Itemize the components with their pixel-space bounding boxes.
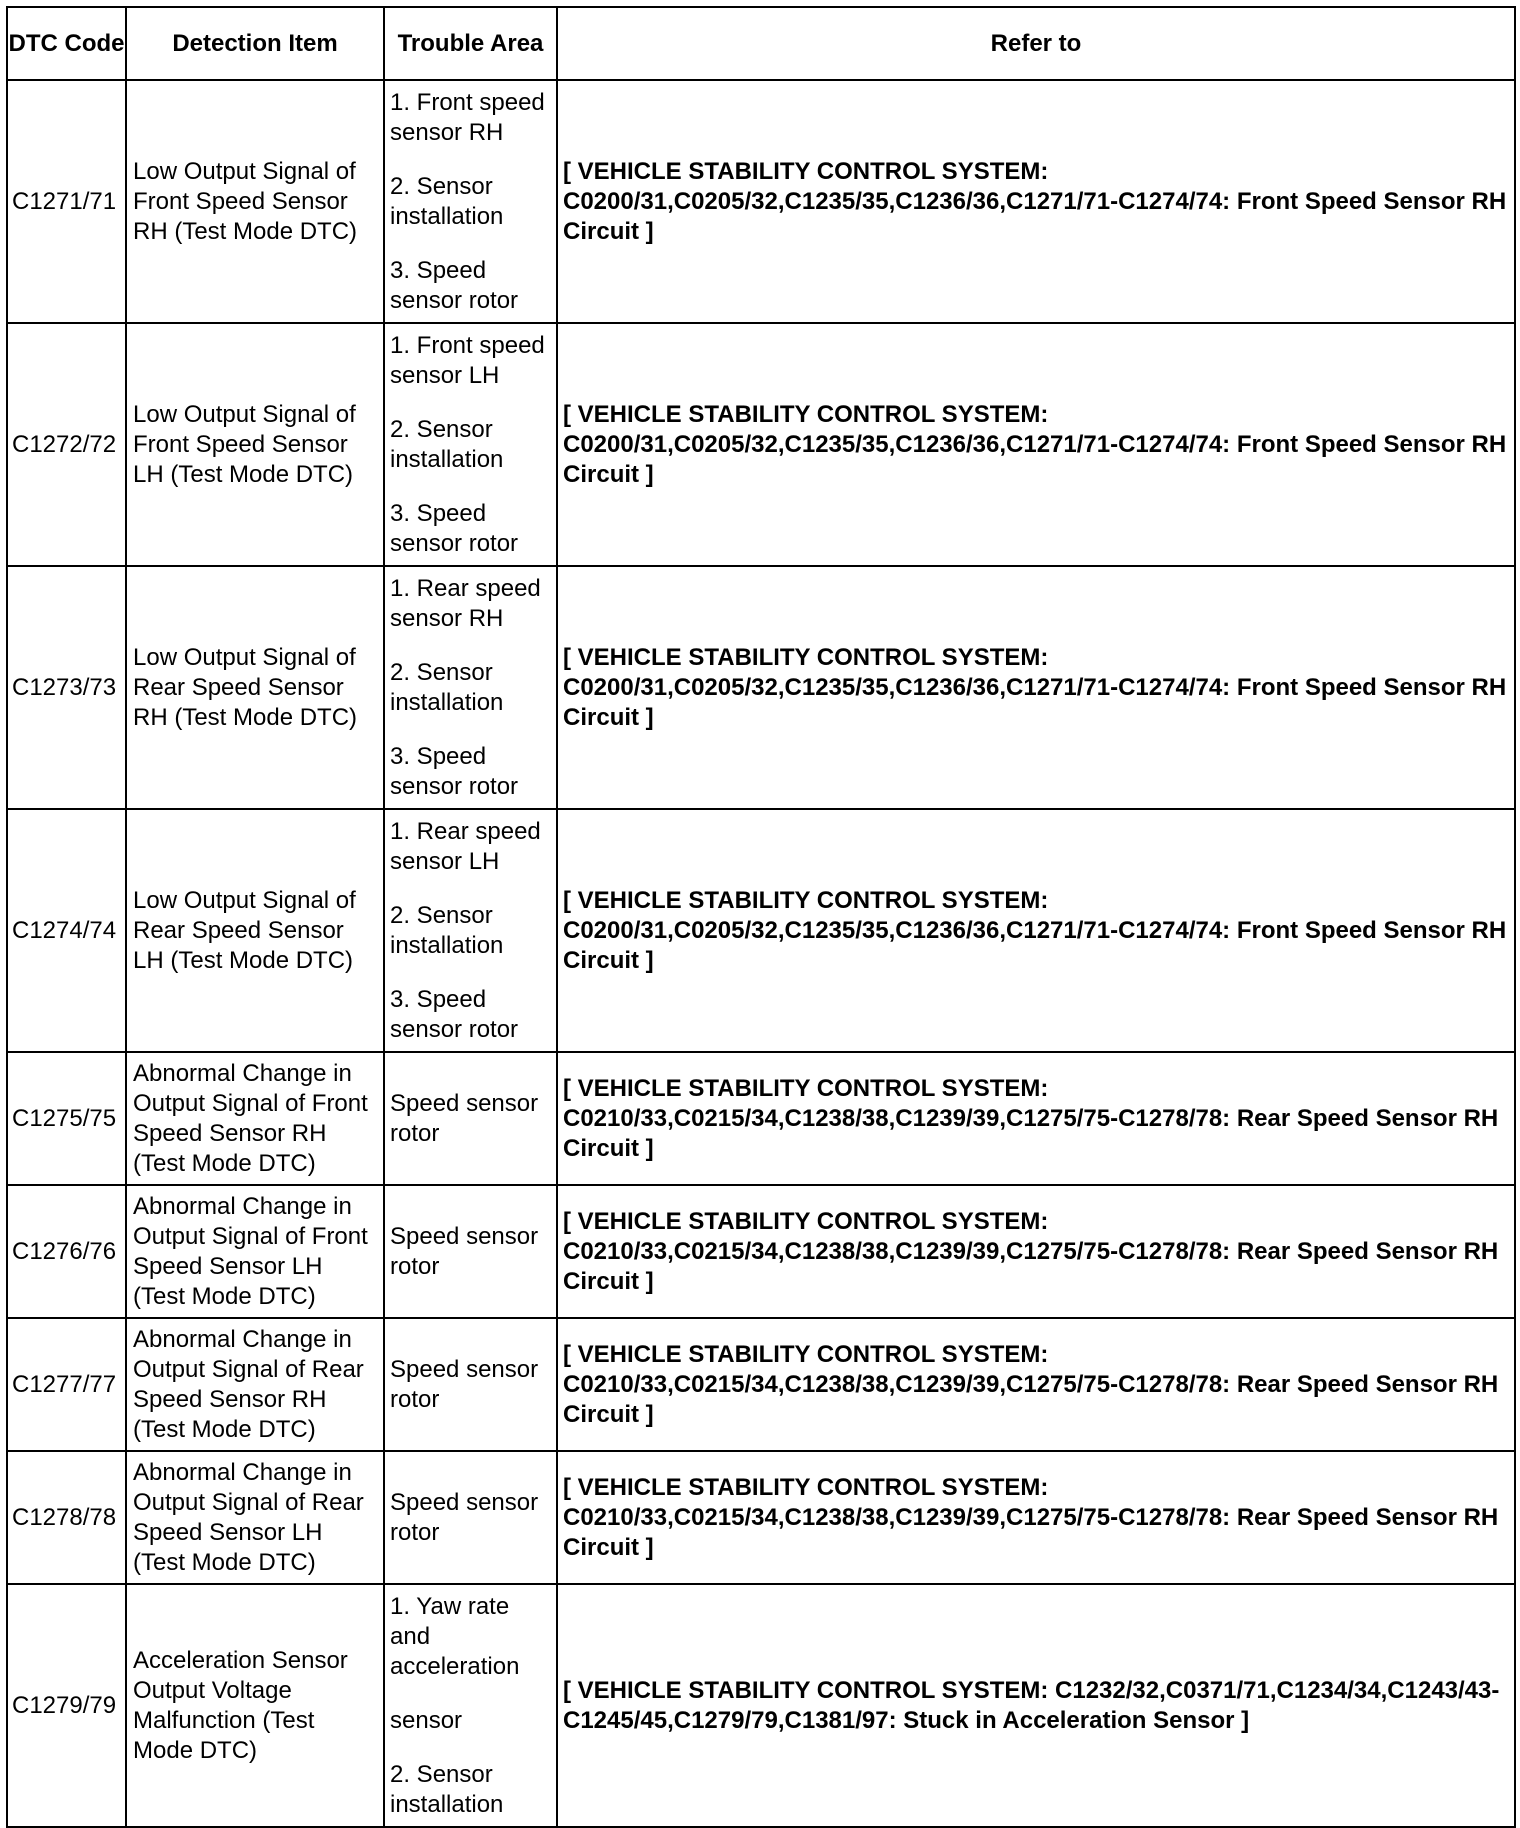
refer-to-link[interactable]: [ VEHICLE STABILITY CONTROL SYSTEM: C0200/31,C0205/32,C1235/35,C1236/36,C1271/71-C1274/74: Front Speed Sensor RH Circuit ] [557, 80, 1515, 323]
trouble-area-item: Speed sensor rotor [390, 1355, 539, 1413]
detection-item-cell: Abnormal Change in Output Signal of Rear Speed Sensor RH (Test Mode DTC) [126, 1318, 384, 1451]
refer-to-link[interactable]: [ VEHICLE STABILITY CONTROL SYSTEM: C0200/31,C0205/32,C1235/35,C1236/36,C1271/71-C1274/74: Front Speed Sensor RH Circuit ] [557, 809, 1515, 1052]
detection-item-cell: Acceleration Sensor Output Voltage Malfunction (Test Mode DTC) [126, 1584, 384, 1827]
dtc-code-cell: C1272/72 [7, 323, 126, 566]
refer-to-link[interactable]: [ VEHICLE STABILITY CONTROL SYSTEM: C0210/33,C0215/34,C1238/38,C1239/39,C1275/75-C1278/78: Rear Speed Sensor RH Circuit ] [557, 1451, 1515, 1584]
trouble-area-cell [384, 1185, 557, 1318]
table-row [7, 1584, 1515, 1827]
trouble-area-cell [384, 1052, 557, 1185]
table-row [7, 323, 1515, 566]
table-row [7, 1185, 1515, 1318]
trouble-area-cell [384, 323, 557, 566]
trouble-area-item: 2. Sensor installation [390, 658, 504, 716]
dtc-code-cell: C1277/77 [7, 1318, 126, 1451]
detection-item-cell: Abnormal Change in Output Signal of Front Speed Sensor RH (Test Mode DTC) [126, 1052, 384, 1185]
table-row [7, 1052, 1515, 1185]
dtc-table [6, 6, 1516, 1828]
dtc-code-cell: C1271/71 [7, 80, 126, 323]
trouble-area-cell [384, 809, 557, 1052]
trouble-area-cell [384, 566, 557, 809]
trouble-area-item: 2. Sensor installation [390, 901, 504, 959]
dtc-code-cell: C1278/78 [7, 1451, 126, 1584]
dtc-code-cell: C1274/74 [7, 809, 126, 1052]
trouble-area-item: 3. Speed sensor rotor [390, 742, 519, 800]
trouble-area-cell [384, 80, 557, 323]
detection-item-cell: Abnormal Change in Output Signal of Front Speed Sensor LH (Test Mode DTC) [126, 1185, 384, 1318]
table-row [7, 809, 1515, 1052]
trouble-area-item: Speed sensor rotor [390, 1222, 539, 1280]
trouble-area-item: 1. Rear speed sensor RH [390, 574, 541, 632]
dtc-code-cell: C1275/75 [7, 1052, 126, 1185]
dtc-code-cell: C1279/79 [7, 1584, 126, 1827]
header-dtc-code: DTC Code [7, 7, 126, 80]
refer-to-link[interactable]: [ VEHICLE STABILITY CONTROL SYSTEM: C0200/31,C0205/32,C1235/35,C1236/36,C1271/71-C1274/74: Front Speed Sensor RH Circuit ] [557, 323, 1515, 566]
trouble-area-cell [384, 1318, 557, 1451]
table-row [7, 1451, 1515, 1584]
header-refer-to: Refer to [557, 7, 1515, 80]
trouble-area-cell [384, 1451, 557, 1584]
table-row [7, 80, 1515, 323]
refer-to-link[interactable]: [ VEHICLE STABILITY CONTROL SYSTEM: C0210/33,C0215/34,C1238/38,C1239/39,C1275/75-C1278/78: Rear Speed Sensor RH Circuit ] [557, 1052, 1515, 1185]
detection-item-cell: Abnormal Change in Output Signal of Rear Speed Sensor LH (Test Mode DTC) [126, 1451, 384, 1584]
header-row [7, 7, 1515, 80]
table-body [7, 80, 1515, 1827]
dtc-code-cell: C1276/76 [7, 1185, 126, 1318]
refer-to-link[interactable]: [ VEHICLE STABILITY CONTROL SYSTEM: C0210/33,C0215/34,C1238/38,C1239/39,C1275/75-C1278/78: Rear Speed Sensor RH Circuit ] [557, 1185, 1515, 1318]
trouble-area-item: Speed sensor rotor [390, 1488, 539, 1546]
trouble-area-item: 3. Speed sensor rotor [390, 985, 519, 1043]
refer-to-link[interactable]: [ VEHICLE STABILITY CONTROL SYSTEM: C0200/31,C0205/32,C1235/35,C1236/36,C1271/71-C1274/74: Front Speed Sensor RH Circuit ] [557, 566, 1515, 809]
detection-item-cell: Low Output Signal of Front Speed Sensor RH (Test Mode DTC) [126, 80, 384, 323]
trouble-area-item: 2. Sensor installation [390, 415, 504, 473]
trouble-area-item: 2. Sensor installation [390, 1760, 504, 1818]
header-trouble-area: Trouble Area [384, 7, 557, 80]
trouble-area-item: Speed sensor rotor [390, 1089, 539, 1147]
dtc-code-cell: C1273/73 [7, 566, 126, 809]
detection-item-cell: Low Output Signal of Rear Speed Sensor LH (Test Mode DTC) [126, 809, 384, 1052]
refer-to-link[interactable]: [ VEHICLE STABILITY CONTROL SYSTEM: C0210/33,C0215/34,C1238/38,C1239/39,C1275/75-C1278/78: Rear Speed Sensor RH Circuit ] [557, 1318, 1515, 1451]
trouble-area-cell [384, 1584, 557, 1827]
trouble-area-item: 3. Speed sensor rotor [390, 499, 519, 557]
trouble-area-item: sensor [390, 1706, 463, 1734]
detection-item-cell: Low Output Signal of Front Speed Sensor LH (Test Mode DTC) [126, 323, 384, 566]
detection-item-cell: Low Output Signal of Rear Speed Sensor RH (Test Mode DTC) [126, 566, 384, 809]
trouble-area-item: 2. Sensor installation [390, 172, 504, 230]
table-row [7, 566, 1515, 809]
refer-to-link[interactable]: [ VEHICLE STABILITY CONTROL SYSTEM: C1232/32,C0371/71,C1234/34,C1243/43-C1245/45,C1279/79,C1381/97: Stuck in Acceleration Sensor ] [557, 1584, 1515, 1827]
table-row [7, 1318, 1515, 1451]
trouble-area-item: 1. Yaw rate and acceleration [390, 1592, 520, 1680]
trouble-area-item: 1. Front speed sensor RH [390, 88, 545, 146]
header-detection-item: Detection Item [126, 7, 384, 80]
trouble-area-item: 3. Speed sensor rotor [390, 256, 519, 314]
trouble-area-item: 1. Rear speed sensor LH [390, 817, 541, 875]
trouble-area-item: 1. Front speed sensor LH [390, 331, 545, 389]
